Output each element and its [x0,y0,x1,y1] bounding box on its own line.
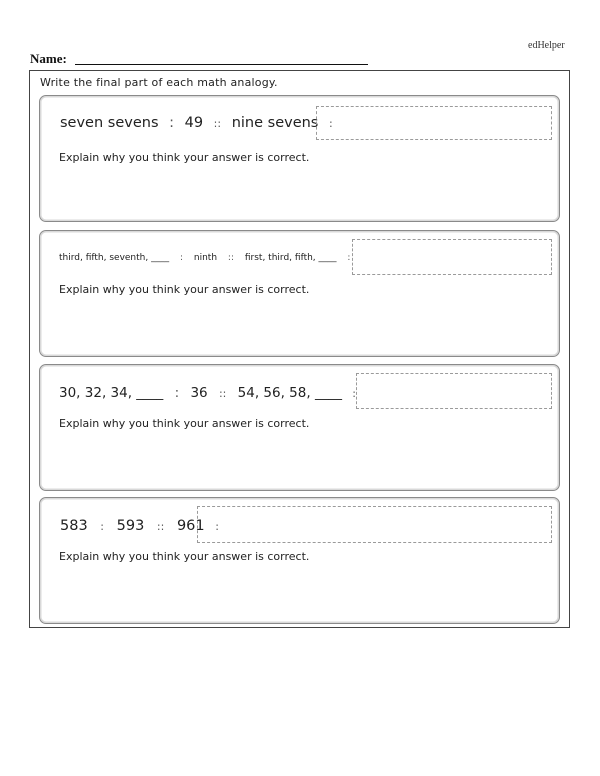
analogy-term: 961 [176,518,205,534]
analogy-term: 30, 32, 34, ____ [59,385,164,401]
analogy-1 [60,115,333,131]
analogy-term: 36 [190,385,208,401]
analogy-separator: : [215,520,219,533]
analogy-term: third, fifth, seventh, ____ [59,253,170,263]
analogy-separator: :: [156,520,165,533]
analogy-separator: :: [213,117,222,130]
analogy-term: 54, 56, 58, ____ [237,385,342,401]
explain-prompt-1: Explain why you think your answer is correct. [59,151,310,164]
analogy-term: 583 [60,518,88,534]
analogy-separator: : [352,387,356,400]
analogy-4 [60,518,219,534]
analogy-3 [59,385,356,401]
analogy-separator: : [174,385,180,401]
name-label: Name: [30,51,67,66]
answer-box-3[interactable] [356,373,552,409]
analogy-2 [59,253,350,263]
analogy-separator: : [328,117,333,130]
problem-card-3 [39,364,560,491]
analogy-term: ninth [193,253,218,263]
analogy-separator: : [100,520,105,533]
problem-card-1 [39,95,560,222]
explain-prompt-3: Explain why you think your answer is correct. [59,417,310,430]
explain-prompt-4: Explain why you think your answer is correct. [59,550,310,563]
instructions: Write the final part of each math analogy. [40,76,278,89]
analogy-term: 49 [184,115,204,131]
analogy-term: 593 [116,518,145,534]
analogy-separator: :: [218,387,227,400]
analogy-separator: :: [227,253,234,263]
worksheet [29,70,570,628]
problem-card-4 [39,497,560,624]
analogy-separator: : [179,253,184,263]
name-input-line[interactable] [75,64,368,65]
answer-box-1[interactable] [316,106,552,140]
explain-prompt-2: Explain why you think your answer is correct. [59,283,310,296]
brand-label: edHelper [528,40,565,51]
analogy-separator: : [347,253,351,263]
analogy-term: first, third, fifth, ____ [244,253,337,263]
analogy-term: nine sevens [231,115,319,131]
analogy-separator: : [169,115,174,131]
analogy-term: seven sevens [60,115,159,131]
answer-box-2[interactable] [352,239,552,275]
answer-box-4[interactable] [197,506,552,543]
problem-card-2 [39,230,560,357]
